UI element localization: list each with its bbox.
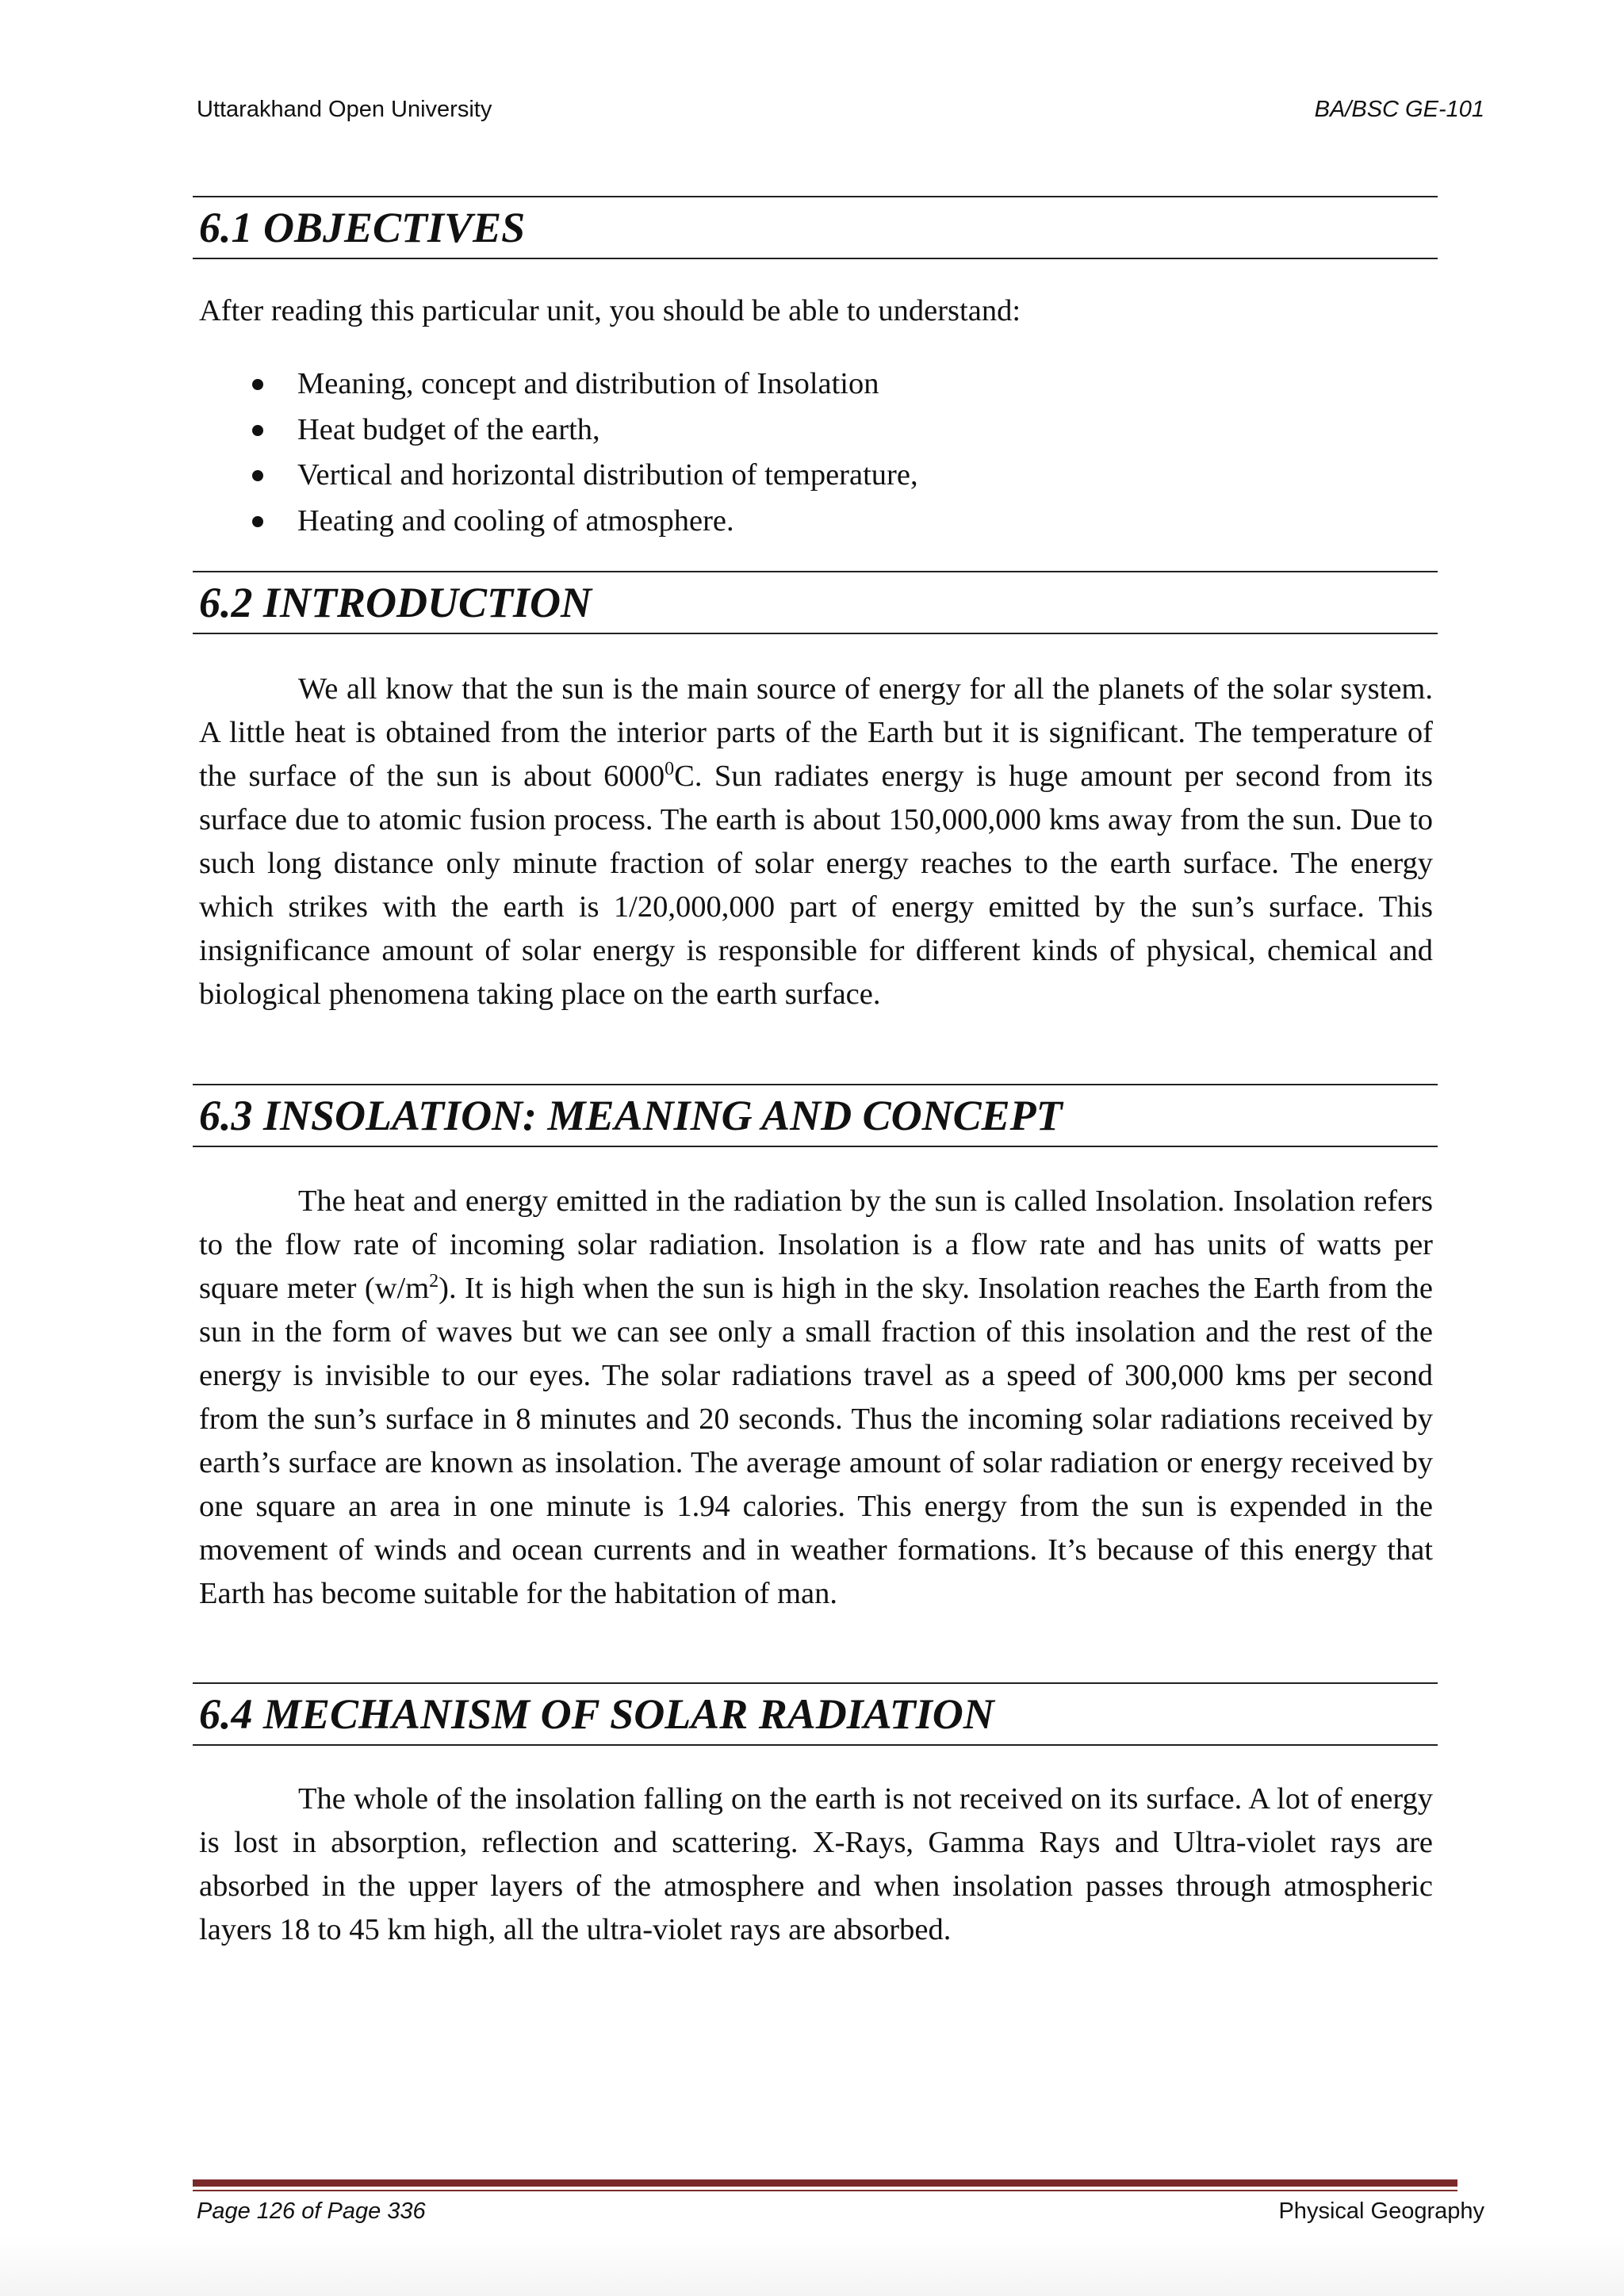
introduction-heading-bar <box>193 571 1438 634</box>
list-item <box>199 362 918 408</box>
page-header <box>197 97 1484 128</box>
bullet-icon <box>252 516 263 527</box>
insolation-superscript: 2 <box>429 1271 439 1292</box>
list-item-text: Vertical and horizontal distribution of temperature, <box>297 458 918 492</box>
list-item-text: Meaning, concept and distribution of Insolation <box>297 367 879 400</box>
introduction-paragraph <box>199 668 1433 1016</box>
introduction-text-b: C. Sun radiates energy is huge amount per second from its surface due to atomic fusion process. The earth is about 150,000,000 kms away from the sun. Due to such long distance only minute fraction of solar energy reaches to the earth surface. The energy which strikes with the earth is 1/20,000,000 part of energy emitted by the sun’s surface. This insignificance amount of solar energy is responsible for different kinds of physical, chemical and biological phenomena taking place on the earth surface. <box>199 760 1433 1011</box>
page-number: Page 126 of Page 336 <box>197 2198 426 2224</box>
header-course-code: BA/BSC GE-101 <box>1314 97 1484 122</box>
list-item <box>199 453 918 499</box>
objectives-heading: 6.1 OBJECTIVES <box>199 204 526 251</box>
bullet-icon <box>252 379 263 390</box>
insolation-text-a: The heat and energy emitted in the radiation by the sun is called Insolation. Insolation refers to the flow rate of incoming solar radiation. Insolation is a flow rate and has units of watts per square meter (w/m <box>199 1184 1433 1305</box>
page-footer <box>197 2198 1484 2230</box>
list-item-text: Heat budget of the earth, <box>297 412 600 446</box>
insolation-text-b: ). It is high when the sun is high in the sky. Insolation reaches the Earth from the sun in the form of waves but we can see only a small fraction of this insolation and the rest of the energy is invisible to our eyes. The solar radiations travel as a speed of 300,000 kms per second from the sun’s surface in 8 minutes and 20 seconds. Thus the incoming solar radiations received by earth’s surface are known as insolation. The average amount of solar radiation or energy received by one square an area in one minute is 1.94 calories. This energy from the sun is expended in the movement of winds and ocean currents and in weather formations. It’s because of this energy that Earth has become suitable for the habitation of man. <box>199 1272 1433 1610</box>
footer-subject: Physical Geography <box>1278 2198 1484 2224</box>
footer-rule-thin <box>193 2190 1457 2191</box>
footer-rule <box>193 2179 1457 2187</box>
bullet-icon <box>252 425 263 436</box>
introduction-text-a: We all know that the sun is the main source of energy for all the planets of the solar system. A little heat is obtained from the interior parts of the Earth but it is significant. The temperature of the surface of the sun is about 6000 <box>199 672 1433 793</box>
objectives-heading-bar <box>193 196 1438 259</box>
bullet-icon <box>252 470 263 481</box>
bottom-margin <box>0 2236 1624 2296</box>
mechanism-heading-bar <box>193 1682 1438 1746</box>
mechanism-paragraph: The whole of the insolation falling on the earth is not received on its surface. A lot of energy is lost in absorption, reflection and scattering. X-Rays, Gamma Rays and Ultra-violet rays are absorbed in the upper layers of the atmosphere and when insolation passes through atmospheric layers 18 to 45 km high, all the ultra-violet rays are absorbed. <box>199 1782 1433 1946</box>
mechanism-heading: 6.4 MECHANISM OF SOLAR RADIATION <box>199 1690 994 1738</box>
insolation-heading: 6.3 INSOLATION: MEANING AND CONCEPT <box>199 1092 1063 1139</box>
list-item <box>199 499 918 545</box>
introduction-superscript: 0 <box>665 759 675 779</box>
header-institution: Uttarakhand Open University <box>197 97 492 122</box>
insolation-heading-bar <box>193 1084 1438 1147</box>
objectives-intro: After reading this particular unit, you should be able to understand: <box>199 294 1021 327</box>
introduction-heading: 6.2 INTRODUCTION <box>199 579 592 626</box>
objectives-list <box>199 362 918 544</box>
list-item-text: Heating and cooling of atmosphere. <box>297 503 734 538</box>
list-item <box>199 408 918 453</box>
insolation-paragraph <box>199 1180 1433 1616</box>
